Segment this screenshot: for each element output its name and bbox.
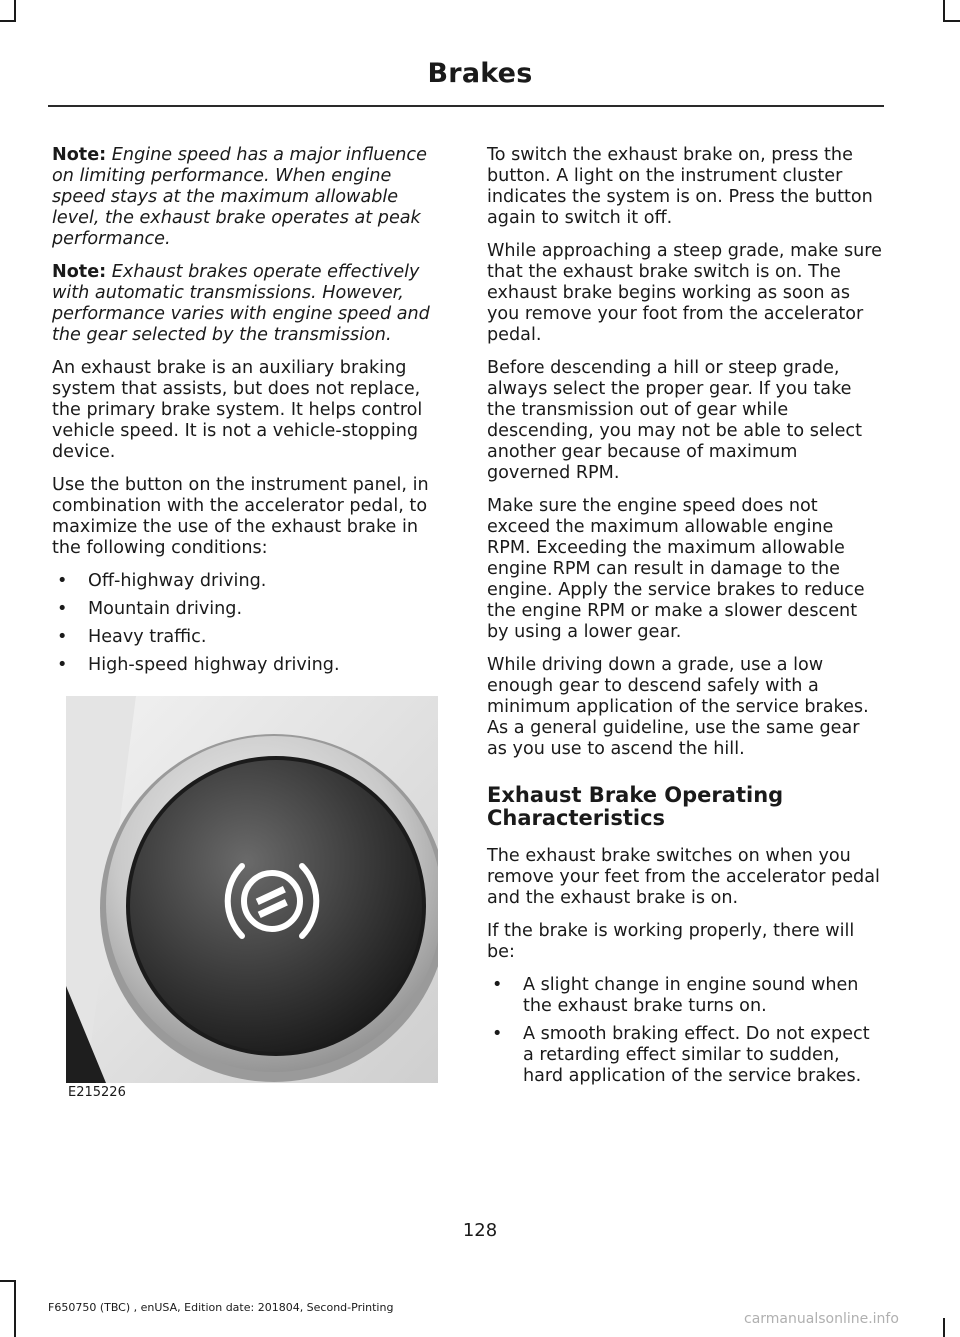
section-heading: Exhaust Brake Operating Characteristics: [487, 783, 784, 830]
watermark: carmanualsonline.info: [744, 1311, 899, 1327]
body-paragraph: While approaching a steep grade, make sure that the exhaust brake switch is on. The exhaust brake begins working as soon as you remove your foot from the accelerator pedal.: [487, 241, 882, 345]
list-item: • High-speed highway driving.: [52, 655, 444, 676]
footer-edition-info: F650750 (TBC) , enUSA, Edition date: 201804, Second-Printing: [48, 1301, 394, 1314]
crop-mark: [0, 1280, 16, 1282]
crop-mark: [943, 20, 960, 22]
body-paragraph: The exhaust brake switches on when you remove your feet from the accelerator pedal and the exhaust brake is on.: [487, 846, 880, 908]
body-paragraph: Use the button on the instrument panel, in combination with the accelerator pedal, to maximize the use of the exhaust brake in the following conditions:: [52, 475, 429, 558]
note-text: Exhaust brakes operate effectively with automatic transmissions. However, performance varies with engine speed and the gear selected by the transmission.: [52, 262, 430, 345]
note-paragraph: [52, 262, 444, 346]
conditions-list: [52, 571, 444, 676]
page-header-title: Brakes: [427, 58, 533, 89]
note-label: Note:: [52, 262, 107, 282]
note-text: Engine speed has a major influence on limiting performance. When engine speed stays at the maximum allowable level, the exhaust brake operates at peak performance.: [52, 145, 427, 249]
list-item: • A slight change in engine sound when the exhaust brake turns on.: [487, 975, 882, 1017]
list-item: • A smooth braking effect. Do not expect a retarding effect similar to sudden, hard application of the service brakes.: [487, 1024, 882, 1087]
list-item: • Off-highway driving.: [52, 571, 444, 592]
note-paragraph: [52, 145, 444, 250]
note-label: Note:: [52, 145, 107, 165]
body-paragraph: An exhaust brake is an auxiliary braking system that assists, but does not replace, the primary brake system. It helps control vehicle speed. It is not a vehicle-stopping device.: [52, 358, 423, 462]
crop-mark: [943, 1318, 945, 1337]
body-paragraph: If the brake is working properly, there will be:: [487, 921, 855, 962]
crop-mark: [943, 0, 945, 22]
crop-mark: [0, 20, 16, 22]
exhaust-brake-button-illustration: [66, 696, 438, 1083]
body-paragraph: While driving down a grade, use a low enough gear to descend safely with a minimum application of the service brakes. As a general guideline, use the same gear as you use to ascend the hill.: [487, 655, 869, 759]
crop-mark: [14, 0, 16, 22]
right-column: [487, 145, 882, 1099]
crop-mark: [14, 1280, 16, 1337]
left-column: [52, 145, 444, 688]
body-paragraph: Before descending a hill or steep grade, always select the proper gear. If you take the transmission out of gear while descending, you may not be able to select another gear because of maximum governed RPM.: [487, 358, 862, 483]
exhaust-brake-button-figure: [66, 696, 438, 1083]
body-paragraph: Make sure the engine speed does not exceed the maximum allowable engine RPM. Exceeding the maximum allowable engine RPM can result in damage to the engine. Apply the service brakes to reduce the engine RPM or make a slower descent by using a lower gear.: [487, 496, 865, 642]
list-item: • Mountain driving.: [52, 599, 444, 620]
figure-code: E215226: [68, 1085, 126, 1100]
list-item: • Heavy traffic.: [52, 627, 444, 648]
header-divider: [48, 105, 884, 107]
effects-list: [487, 975, 882, 1087]
body-paragraph: To switch the exhaust brake on, press the button. A light on the instrument cluster indicates the system is on. Press the button again to switch it off.: [487, 145, 873, 228]
page-number: 128: [462, 1220, 498, 1241]
